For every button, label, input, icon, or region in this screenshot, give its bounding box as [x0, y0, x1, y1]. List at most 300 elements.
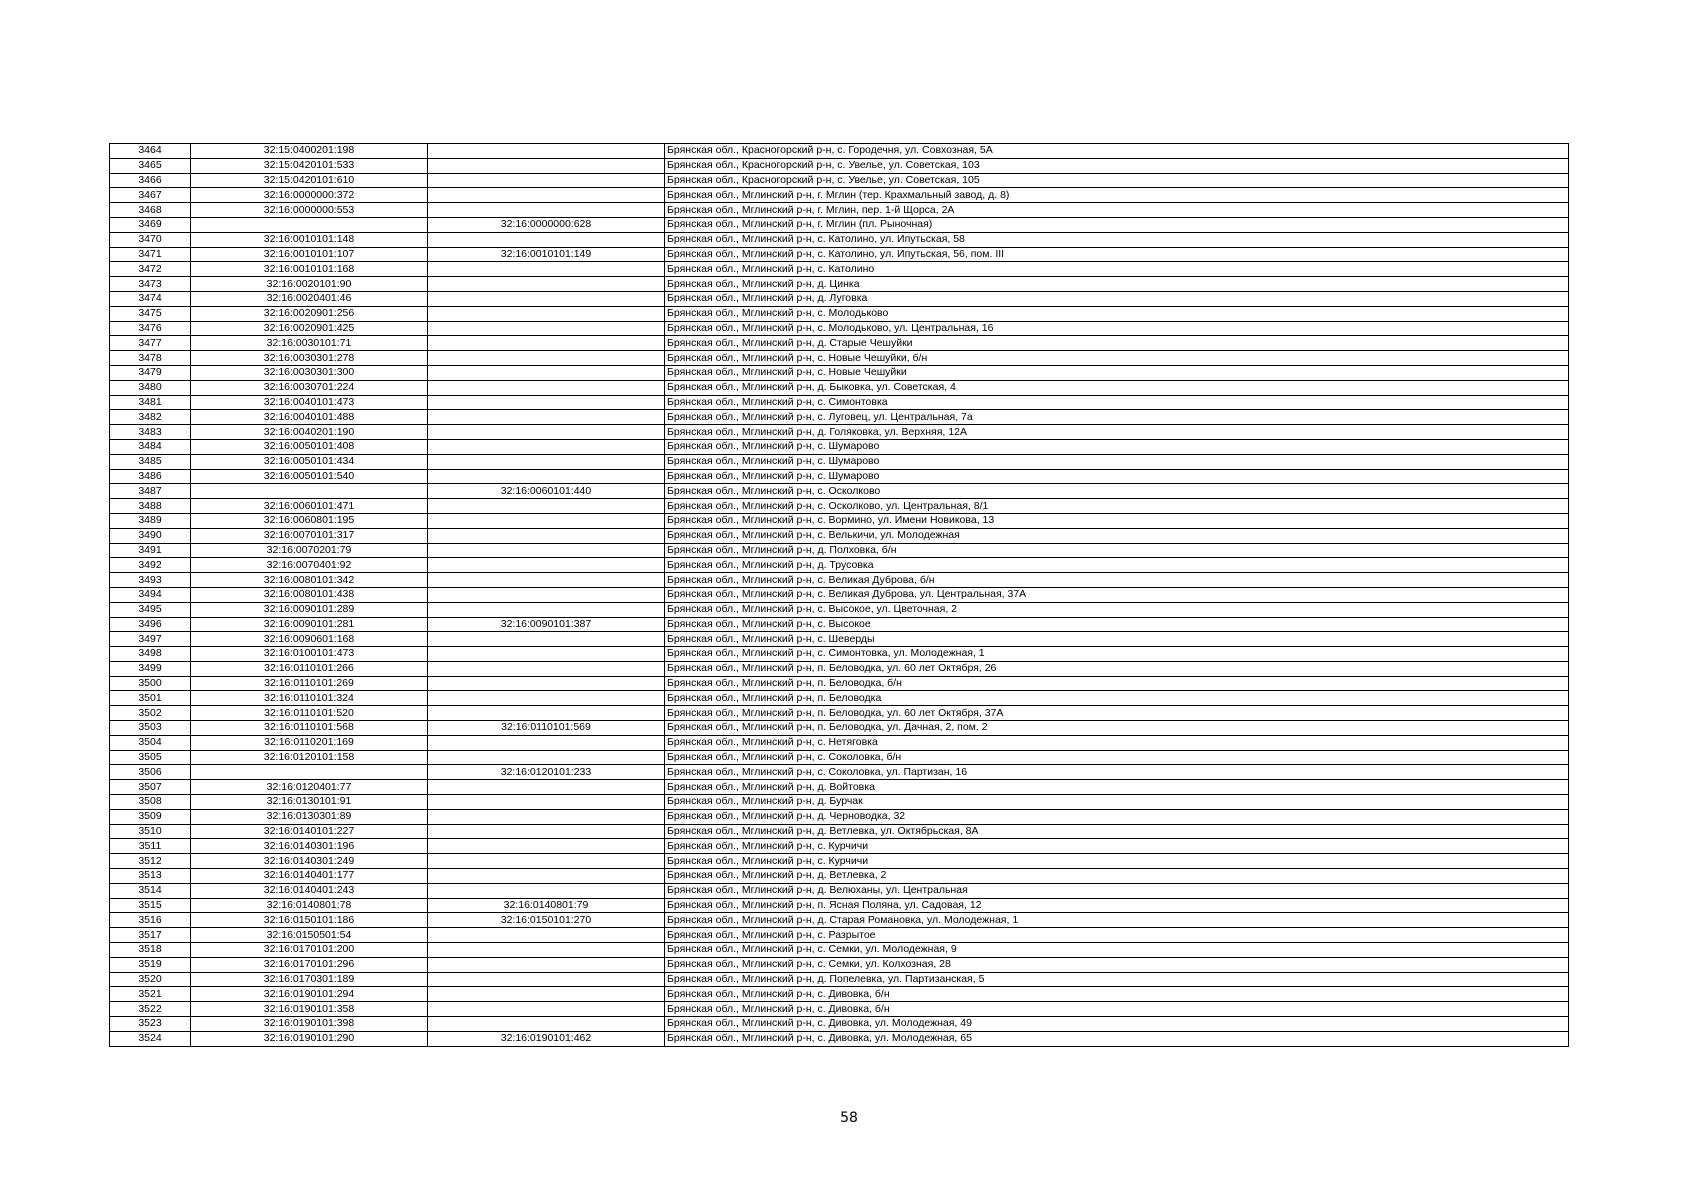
- cadastral-number-cell: [191, 217, 428, 232]
- table-row: [110, 188, 1569, 203]
- cadastral-number-cell: 32:16:0070401:92: [191, 558, 428, 573]
- table-row: [110, 291, 1569, 306]
- cadastral-number-cell: 32:16:0140401:243: [191, 883, 428, 898]
- address-cell: Брянская обл., Мглинский р-н, с. Молодьково: [665, 306, 1569, 321]
- row-number-cell: 3522: [110, 1002, 191, 1017]
- table-row: [110, 839, 1569, 854]
- row-number-cell: 3485: [110, 454, 191, 469]
- cadastral-number-cell: 32:16:0130101:91: [191, 795, 428, 810]
- related-cadastral-number-cell: [428, 957, 665, 972]
- address-cell: Брянская обл., Мглинский р-н, с. Великая Дуброва, ул. Центральная, 37А: [665, 587, 1569, 602]
- address-cell: Брянская обл., Мглинский р-н, с. Дивовка, б/н: [665, 987, 1569, 1002]
- table-row: [110, 380, 1569, 395]
- cadastral-number-cell: 32:16:0110101:269: [191, 676, 428, 691]
- related-cadastral-number-cell: [428, 706, 665, 721]
- cadastral-number-cell: 32:16:0060801:195: [191, 513, 428, 528]
- cadastral-number-cell: 32:16:0000000:553: [191, 203, 428, 218]
- row-number-cell: 3488: [110, 499, 191, 514]
- related-cadastral-number-cell: [428, 809, 665, 824]
- table-row: [110, 247, 1569, 262]
- address-cell: Брянская обл., Мглинский р-н, д. Ветлевка, 2: [665, 869, 1569, 884]
- row-number-cell: 3507: [110, 780, 191, 795]
- cadastral-number-cell: 32:16:0130301:89: [191, 809, 428, 824]
- cadastral-number-cell: 32:16:0080101:342: [191, 573, 428, 588]
- cadastral-number-cell: 32:16:0030301:300: [191, 365, 428, 380]
- address-cell: Брянская обл., Красногорский р-н, с. Городечня, ул. Совхозная, 5А: [665, 144, 1569, 159]
- address-cell: Брянская обл., Мглинский р-н, д. Луговка: [665, 291, 1569, 306]
- table-row: [110, 676, 1569, 691]
- address-cell: Брянская обл., Мглинский р-н, с. Луговец, ул. Центральная, 7а: [665, 410, 1569, 425]
- related-cadastral-number-cell: [428, 277, 665, 292]
- address-cell: Брянская обл., Мглинский р-н, п. Ясная Поляна, ул. Садовая, 12: [665, 898, 1569, 913]
- row-number-cell: 3469: [110, 217, 191, 232]
- related-cadastral-number-cell: 32:16:0190101:462: [428, 1031, 665, 1046]
- row-number-cell: 3468: [110, 203, 191, 218]
- table-row: [110, 321, 1569, 336]
- address-cell: Брянская обл., Мглинский р-н, с. Курчичи: [665, 839, 1569, 854]
- address-cell: Брянская обл., Мглинский р-н, д. Войтовка: [665, 780, 1569, 795]
- row-number-cell: 3518: [110, 943, 191, 958]
- row-number-cell: 3473: [110, 277, 191, 292]
- cadastral-number-cell: 32:16:0170301:189: [191, 972, 428, 987]
- row-number-cell: 3471: [110, 247, 191, 262]
- address-cell: Брянская обл., Мглинский р-н, с. Шумарово: [665, 439, 1569, 454]
- row-number-cell: 3519: [110, 957, 191, 972]
- related-cadastral-number-cell: [428, 943, 665, 958]
- address-cell: Брянская обл., Мглинский р-н, с. Шеверды: [665, 632, 1569, 647]
- related-cadastral-number-cell: [428, 499, 665, 514]
- cadastral-number-cell: 32:16:0170101:296: [191, 957, 428, 972]
- related-cadastral-number-cell: [428, 883, 665, 898]
- row-number-cell: 3520: [110, 972, 191, 987]
- table-row: [110, 706, 1569, 721]
- row-number-cell: 3517: [110, 928, 191, 943]
- table-row: [110, 928, 1569, 943]
- row-number-cell: 3524: [110, 1031, 191, 1046]
- table-row: [110, 854, 1569, 869]
- cadastral-number-cell: 32:16:0050101:540: [191, 469, 428, 484]
- address-cell: Брянская обл., Мглинский р-н, с. Разрытое: [665, 928, 1569, 943]
- cadastral-number-cell: 32:16:0120401:77: [191, 780, 428, 795]
- related-cadastral-number-cell: [428, 439, 665, 454]
- row-number-cell: 3491: [110, 543, 191, 558]
- row-number-cell: 3465: [110, 158, 191, 173]
- cadastral-number-cell: 32:16:0120101:158: [191, 750, 428, 765]
- cadastral-number-cell: 32:16:0030101:71: [191, 336, 428, 351]
- row-number-cell: 3470: [110, 232, 191, 247]
- row-number-cell: 3467: [110, 188, 191, 203]
- row-number-cell: 3466: [110, 173, 191, 188]
- cadastral-number-cell: 32:16:0010101:107: [191, 247, 428, 262]
- address-cell: Брянская обл., Мглинский р-н, д. Старые Чешуйки: [665, 336, 1569, 351]
- related-cadastral-number-cell: [428, 543, 665, 558]
- table-row: [110, 306, 1569, 321]
- table-row: [110, 943, 1569, 958]
- cadastral-number-cell: 32:16:0060101:471: [191, 499, 428, 514]
- page-number: 58: [840, 1110, 858, 1126]
- address-cell: Брянская обл., Мглинский р-н, г. Мглин, пер. 1-й Щорса, 2А: [665, 203, 1569, 218]
- table-row: [110, 735, 1569, 750]
- address-cell: Брянская обл., Мглинский р-н, с. Новые Чешуйки: [665, 365, 1569, 380]
- cadastral-number-cell: 32:16:0110201:169: [191, 735, 428, 750]
- address-cell: Брянская обл., Мглинский р-н, д. Голяковка, ул. Верхняя, 12А: [665, 425, 1569, 440]
- cadastral-number-cell: 32:15:0400201:198: [191, 144, 428, 159]
- property-registry-table: [109, 143, 1569, 1047]
- related-cadastral-number-cell: 32:16:0140801:79: [428, 898, 665, 913]
- row-number-cell: 3513: [110, 869, 191, 884]
- table-row: [110, 573, 1569, 588]
- address-cell: Брянская обл., Мглинский р-н, д. Велюханы, ул. Центральная: [665, 883, 1569, 898]
- address-cell: Брянская обл., Мглинский р-н, п. Беловодка, ул. 60 лет Октября, 37А: [665, 706, 1569, 721]
- address-cell: Брянская обл., Мглинский р-н, с. Семки, ул. Колхозная, 28: [665, 957, 1569, 972]
- related-cadastral-number-cell: 32:16:0120101:233: [428, 765, 665, 780]
- address-cell: Брянская обл., Мглинский р-н, п. Беловодка, б/н: [665, 676, 1569, 691]
- related-cadastral-number-cell: [428, 173, 665, 188]
- address-cell: Брянская обл., Мглинский р-н, д. Быковка, ул. Советская, 4: [665, 380, 1569, 395]
- cadastral-number-cell: 32:16:0110101:568: [191, 721, 428, 736]
- table-row: [110, 795, 1569, 810]
- related-cadastral-number-cell: [428, 558, 665, 573]
- row-number-cell: 3501: [110, 691, 191, 706]
- cadastral-number-cell: 32:15:0420101:533: [191, 158, 428, 173]
- related-cadastral-number-cell: 32:16:0150101:270: [428, 913, 665, 928]
- row-number-cell: 3505: [110, 750, 191, 765]
- cadastral-number-cell: 32:16:0080101:438: [191, 587, 428, 602]
- related-cadastral-number-cell: [428, 188, 665, 203]
- table-row: [110, 1002, 1569, 1017]
- address-cell: Брянская обл., Мглинский р-н, с. Высокое, ул. Цветочная, 2: [665, 602, 1569, 617]
- related-cadastral-number-cell: 32:16:0000000:628: [428, 217, 665, 232]
- address-cell: Брянская обл., Мглинский р-н, с. Дивовка, б/н: [665, 1002, 1569, 1017]
- table-row: [110, 1017, 1569, 1032]
- related-cadastral-number-cell: [428, 632, 665, 647]
- address-cell: Брянская обл., Мглинский р-н, д. Черноводка, 32: [665, 809, 1569, 824]
- related-cadastral-number-cell: [428, 647, 665, 662]
- cadastral-number-cell: 32:16:0050101:434: [191, 454, 428, 469]
- table-row: [110, 158, 1569, 173]
- related-cadastral-number-cell: [428, 928, 665, 943]
- cadastral-number-cell: 32:15:0420101:610: [191, 173, 428, 188]
- row-number-cell: 3498: [110, 647, 191, 662]
- cadastral-number-cell: 32:16:0110101:520: [191, 706, 428, 721]
- row-number-cell: 3494: [110, 587, 191, 602]
- address-cell: Брянская обл., Мглинский р-н, с. Великая Дуброва, б/н: [665, 573, 1569, 588]
- row-number-cell: 3486: [110, 469, 191, 484]
- cadastral-number-cell: [191, 484, 428, 499]
- row-number-cell: 3523: [110, 1017, 191, 1032]
- cadastral-number-cell: 32:16:0100101:473: [191, 647, 428, 662]
- row-number-cell: 3492: [110, 558, 191, 573]
- related-cadastral-number-cell: [428, 854, 665, 869]
- table-row: [110, 602, 1569, 617]
- table-row: [110, 173, 1569, 188]
- related-cadastral-number-cell: [428, 380, 665, 395]
- row-number-cell: 3484: [110, 439, 191, 454]
- related-cadastral-number-cell: [428, 824, 665, 839]
- cadastral-number-cell: 32:16:0020101:90: [191, 277, 428, 292]
- address-cell: Брянская обл., Мглинский р-н, с. Нетяговка: [665, 735, 1569, 750]
- table-row: [110, 484, 1569, 499]
- address-cell: Брянская обл., Мглинский р-н, с. Симонтовка: [665, 395, 1569, 410]
- related-cadastral-number-cell: [428, 602, 665, 617]
- address-cell: Брянская обл., Мглинский р-н, с. Католино: [665, 262, 1569, 277]
- row-number-cell: 3464: [110, 144, 191, 159]
- table-row: [110, 957, 1569, 972]
- table-row: [110, 558, 1569, 573]
- address-cell: Брянская обл., Мглинский р-н, с. Семки, ул. Молодежная, 9: [665, 943, 1569, 958]
- table-body: [110, 144, 1569, 1047]
- table-row: [110, 1031, 1569, 1046]
- table-row: [110, 972, 1569, 987]
- cadastral-number-cell: 32:16:0190101:294: [191, 987, 428, 1002]
- row-number-cell: 3495: [110, 602, 191, 617]
- row-number-cell: 3493: [110, 573, 191, 588]
- table-row: [110, 691, 1569, 706]
- cadastral-number-cell: 32:16:0190101:290: [191, 1031, 428, 1046]
- table-row: [110, 528, 1569, 543]
- cadastral-number-cell: 32:16:0170101:200: [191, 943, 428, 958]
- row-number-cell: 3482: [110, 410, 191, 425]
- related-cadastral-number-cell: [428, 587, 665, 602]
- related-cadastral-number-cell: [428, 232, 665, 247]
- table-row: [110, 913, 1569, 928]
- related-cadastral-number-cell: [428, 573, 665, 588]
- row-number-cell: 3474: [110, 291, 191, 306]
- table-row: [110, 410, 1569, 425]
- related-cadastral-number-cell: [428, 839, 665, 854]
- address-cell: Брянская обл., Мглинский р-н, с. Осколково: [665, 484, 1569, 499]
- table-row: [110, 336, 1569, 351]
- table-row: [110, 395, 1569, 410]
- cadastral-number-cell: 32:16:0000000:372: [191, 188, 428, 203]
- row-number-cell: 3509: [110, 809, 191, 824]
- table-row: [110, 232, 1569, 247]
- row-number-cell: 3478: [110, 351, 191, 366]
- row-number-cell: 3499: [110, 661, 191, 676]
- related-cadastral-number-cell: [428, 262, 665, 277]
- cadastral-number-cell: 32:16:0040101:473: [191, 395, 428, 410]
- row-number-cell: 3497: [110, 632, 191, 647]
- row-number-cell: 3511: [110, 839, 191, 854]
- cadastral-number-cell: 32:16:0040101:488: [191, 410, 428, 425]
- row-number-cell: 3477: [110, 336, 191, 351]
- related-cadastral-number-cell: [428, 528, 665, 543]
- table-row: [110, 780, 1569, 795]
- cadastral-number-cell: 32:16:0020401:46: [191, 291, 428, 306]
- address-cell: Брянская обл., Мглинский р-н, с. Велькичи, ул. Молодежная: [665, 528, 1569, 543]
- cadastral-number-cell: 32:16:0020901:256: [191, 306, 428, 321]
- address-cell: Брянская обл., Мглинский р-н, с. Курчичи: [665, 854, 1569, 869]
- related-cadastral-number-cell: 32:16:0060101:440: [428, 484, 665, 499]
- cadastral-number-cell: 32:16:0190101:398: [191, 1017, 428, 1032]
- table-row: [110, 765, 1569, 780]
- row-number-cell: 3496: [110, 617, 191, 632]
- address-cell: Брянская обл., Мглинский р-н, д. Цинка: [665, 277, 1569, 292]
- related-cadastral-number-cell: [428, 661, 665, 676]
- cadastral-number-cell: 32:16:0140301:196: [191, 839, 428, 854]
- related-cadastral-number-cell: [428, 158, 665, 173]
- related-cadastral-number-cell: [428, 469, 665, 484]
- address-cell: Брянская обл., Мглинский р-н, д. Бурчак: [665, 795, 1569, 810]
- address-cell: Брянская обл., Мглинский р-н, с. Новые Чешуйки, б/н: [665, 351, 1569, 366]
- row-number-cell: 3515: [110, 898, 191, 913]
- cadastral-number-cell: 32:16:0040201:190: [191, 425, 428, 440]
- related-cadastral-number-cell: [428, 351, 665, 366]
- cadastral-number-cell: 32:16:0150101:186: [191, 913, 428, 928]
- related-cadastral-number-cell: [428, 395, 665, 410]
- cadastral-number-cell: 32:16:0190101:358: [191, 1002, 428, 1017]
- row-number-cell: 3481: [110, 395, 191, 410]
- address-cell: Брянская обл., Мглинский р-н, с. Шумарово: [665, 469, 1569, 484]
- row-number-cell: 3506: [110, 765, 191, 780]
- row-number-cell: 3516: [110, 913, 191, 928]
- address-cell: Брянская обл., Мглинский р-н, д. Попелевка, ул. Партизанская, 5: [665, 972, 1569, 987]
- table-row: [110, 632, 1569, 647]
- address-cell: Брянская обл., Мглинский р-н, п. Беловодка: [665, 691, 1569, 706]
- table-row: [110, 277, 1569, 292]
- table-row: [110, 454, 1569, 469]
- table-row: [110, 617, 1569, 632]
- address-cell: Брянская обл., Мглинский р-н, д. Старая Романовка, ул. Молодежная, 1: [665, 913, 1569, 928]
- address-cell: Брянская обл., Мглинский р-н, с. Вормино, ул. Имени Новикова, 13: [665, 513, 1569, 528]
- address-cell: Брянская обл., Мглинский р-н, п. Беловодка, ул. 60 лет Октября, 26: [665, 661, 1569, 676]
- row-number-cell: 3489: [110, 513, 191, 528]
- table-row: [110, 824, 1569, 839]
- row-number-cell: 3479: [110, 365, 191, 380]
- address-cell: Брянская обл., Мглинский р-н, с. Симонтовка, ул. Молодежная, 1: [665, 647, 1569, 662]
- related-cadastral-number-cell: 32:16:0090101:387: [428, 617, 665, 632]
- cadastral-number-cell: 32:16:0090101:281: [191, 617, 428, 632]
- row-number-cell: 3487: [110, 484, 191, 499]
- cadastral-number-cell: 32:16:0050101:408: [191, 439, 428, 454]
- related-cadastral-number-cell: [428, 676, 665, 691]
- row-number-cell: 3508: [110, 795, 191, 810]
- table-row: [110, 721, 1569, 736]
- table-row: [110, 262, 1569, 277]
- cadastral-number-cell: 32:16:0090101:289: [191, 602, 428, 617]
- related-cadastral-number-cell: [428, 306, 665, 321]
- address-cell: Брянская обл., Мглинский р-н, с. Дивовка, ул. Молодежная, 49: [665, 1017, 1569, 1032]
- related-cadastral-number-cell: [428, 987, 665, 1002]
- address-cell: Брянская обл., Мглинский р-н, с. Шумарово: [665, 454, 1569, 469]
- cadastral-number-cell: 32:16:0010101:148: [191, 232, 428, 247]
- table-row: [110, 543, 1569, 558]
- related-cadastral-number-cell: [428, 735, 665, 750]
- row-number-cell: 3500: [110, 676, 191, 691]
- table-row: [110, 898, 1569, 913]
- cadastral-number-cell: 32:16:0070101:317: [191, 528, 428, 543]
- row-number-cell: 3476: [110, 321, 191, 336]
- row-number-cell: 3475: [110, 306, 191, 321]
- row-number-cell: 3490: [110, 528, 191, 543]
- address-cell: Брянская обл., Мглинский р-н, с. Соколовка, б/н: [665, 750, 1569, 765]
- table-row: [110, 203, 1569, 218]
- cadastral-number-cell: 32:16:0020901:425: [191, 321, 428, 336]
- address-cell: Брянская обл., Мглинский р-н, с. Дивовка, ул. Молодежная, 65: [665, 1031, 1569, 1046]
- cadastral-number-cell: 32:16:0140801:78: [191, 898, 428, 913]
- table-row: [110, 499, 1569, 514]
- related-cadastral-number-cell: [428, 972, 665, 987]
- row-number-cell: 3504: [110, 735, 191, 750]
- cadastral-number-cell: 32:16:0140301:249: [191, 854, 428, 869]
- table-row: [110, 883, 1569, 898]
- related-cadastral-number-cell: [428, 780, 665, 795]
- address-cell: Брянская обл., Мглинский р-н, с. Католино, ул. Ипутьская, 58: [665, 232, 1569, 247]
- address-cell: Брянская обл., Красногорский р-н, с. Увелье, ул. Советская, 103: [665, 158, 1569, 173]
- cadastral-number-cell: 32:16:0140401:177: [191, 869, 428, 884]
- related-cadastral-number-cell: [428, 144, 665, 159]
- address-cell: Брянская обл., Мглинский р-н, с. Высокое: [665, 617, 1569, 632]
- table-row: [110, 469, 1569, 484]
- row-number-cell: 3510: [110, 824, 191, 839]
- cadastral-number-cell: 32:16:0010101:168: [191, 262, 428, 277]
- related-cadastral-number-cell: [428, 203, 665, 218]
- table-row: [110, 661, 1569, 676]
- related-cadastral-number-cell: [428, 454, 665, 469]
- cadastral-number-cell: 32:16:0090601:168: [191, 632, 428, 647]
- address-cell: Брянская обл., Мглинский р-н, д. Трусовка: [665, 558, 1569, 573]
- related-cadastral-number-cell: [428, 750, 665, 765]
- address-cell: Брянская обл., Мглинский р-н, с. Католино, ул. Ипутьская, 56, пом. III: [665, 247, 1569, 262]
- table-row: [110, 217, 1569, 232]
- cadastral-number-cell: [191, 765, 428, 780]
- address-cell: Брянская обл., Мглинский р-н, г. Мглин (тер. Крахмальный завод, д. 8): [665, 188, 1569, 203]
- table-row: [110, 987, 1569, 1002]
- cadastral-number-cell: 32:16:0030301:278: [191, 351, 428, 366]
- row-number-cell: 3514: [110, 883, 191, 898]
- cadastral-number-cell: 32:16:0150501:54: [191, 928, 428, 943]
- related-cadastral-number-cell: [428, 795, 665, 810]
- related-cadastral-number-cell: [428, 410, 665, 425]
- row-number-cell: 3521: [110, 987, 191, 1002]
- related-cadastral-number-cell: [428, 691, 665, 706]
- table-row: [110, 750, 1569, 765]
- table-row: [110, 513, 1569, 528]
- related-cadastral-number-cell: [428, 869, 665, 884]
- row-number-cell: 3512: [110, 854, 191, 869]
- address-cell: Брянская обл., Мглинский р-н, д. Полховка, б/н: [665, 543, 1569, 558]
- cadastral-number-cell: 32:16:0070201:79: [191, 543, 428, 558]
- related-cadastral-number-cell: [428, 1002, 665, 1017]
- row-number-cell: 3502: [110, 706, 191, 721]
- row-number-cell: 3472: [110, 262, 191, 277]
- related-cadastral-number-cell: 32:16:0110101:569: [428, 721, 665, 736]
- cadastral-number-cell: 32:16:0110101:324: [191, 691, 428, 706]
- address-cell: Брянская обл., Мглинский р-н, с. Соколовка, ул. Партизан, 16: [665, 765, 1569, 780]
- related-cadastral-number-cell: [428, 425, 665, 440]
- table-row: [110, 439, 1569, 454]
- row-number-cell: 3483: [110, 425, 191, 440]
- address-cell: Брянская обл., Мглинский р-н, д. Ветлевка, ул. Октябрьская, 8А: [665, 824, 1569, 839]
- address-cell: Брянская обл., Мглинский р-н, г. Мглин (пл. Рыночная): [665, 217, 1569, 232]
- related-cadastral-number-cell: [428, 336, 665, 351]
- related-cadastral-number-cell: [428, 1017, 665, 1032]
- cadastral-number-cell: 32:16:0110101:266: [191, 661, 428, 676]
- related-cadastral-number-cell: [428, 321, 665, 336]
- table-row: [110, 425, 1569, 440]
- address-cell: Брянская обл., Мглинский р-н, п. Беловодка, ул. Дачная, 2, пом. 2: [665, 721, 1569, 736]
- cadastral-number-cell: 32:16:0030701:224: [191, 380, 428, 395]
- table-row: [110, 587, 1569, 602]
- cadastral-number-cell: 32:16:0140101:227: [191, 824, 428, 839]
- related-cadastral-number-cell: [428, 513, 665, 528]
- table-row: [110, 365, 1569, 380]
- related-cadastral-number-cell: 32:16:0010101:149: [428, 247, 665, 262]
- address-cell: Брянская обл., Мглинский р-н, с. Молодьково, ул. Центральная, 16: [665, 321, 1569, 336]
- table-row: [110, 809, 1569, 824]
- table-row: [110, 351, 1569, 366]
- table-row: [110, 647, 1569, 662]
